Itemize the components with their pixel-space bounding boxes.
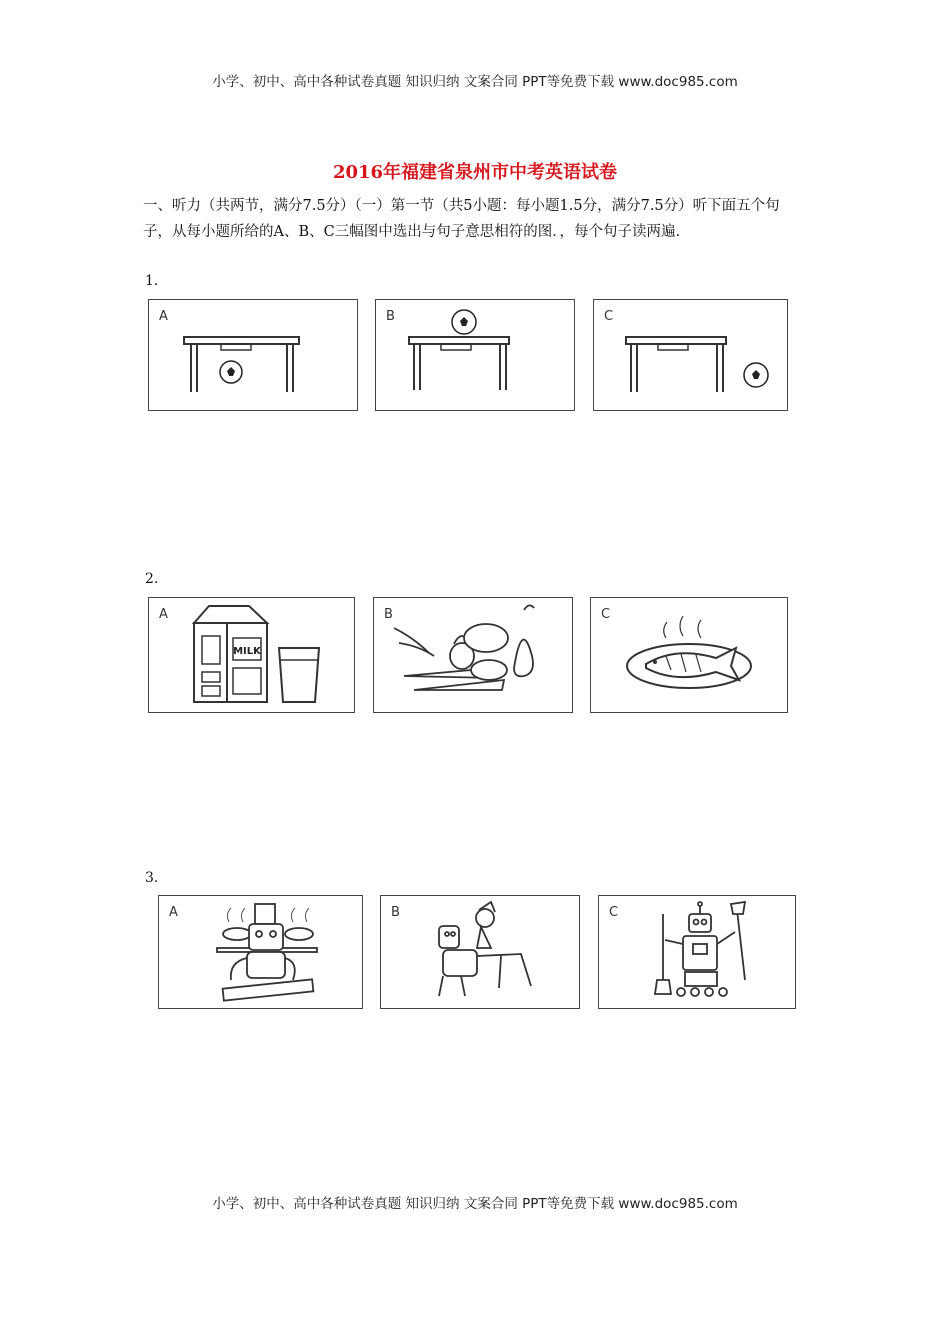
- q3-option-c-picture[interactable]: [598, 895, 796, 1009]
- vegetables-illustration: [374, 598, 572, 712]
- milk-carton-glass-illustration: [149, 598, 354, 712]
- q3-option-c-label: C: [609, 905, 619, 920]
- robot-cooking-illustration: [159, 896, 362, 1008]
- robot-carrying-child-illustration: [381, 896, 579, 1008]
- page-header: 小学、初中、高中各种试卷真题 知识归纳 文案合同 PPT等免费下载 www.doc985.com: [212, 74, 738, 90]
- page-title: 2016年福建省泉州市中考英语试卷: [332, 162, 618, 183]
- table-ball-on-illustration: [376, 300, 574, 410]
- q2-option-b-picture[interactable]: [373, 597, 573, 713]
- robot-cleaning-illustration: [599, 896, 795, 1008]
- q1-option-a-picture[interactable]: [148, 299, 358, 411]
- fish-plate-illustration: [591, 598, 787, 712]
- q3-option-a-label: A: [169, 905, 178, 920]
- section-instructions: 一、听力（共两节，满分7.5分）（一）第一节（共5小题：每小题1.5分，满分7.5分）听下面五个句子，从每小题所给的A、B、C三幅图中选出与句子意思相符的图．，每个句子读两遍.: [143, 198, 780, 240]
- q2-option-c-label: C: [601, 607, 611, 622]
- q2-option-b-label: B: [384, 607, 393, 622]
- milk-carton-label: MILK: [233, 646, 261, 657]
- q3-option-a-picture[interactable]: [158, 895, 363, 1009]
- question-3-number: 3.: [145, 870, 159, 886]
- question-1-number: 1.: [145, 273, 159, 289]
- q1-option-b-picture[interactable]: [375, 299, 575, 411]
- table-ball-under-illustration: [149, 300, 357, 410]
- page-footer: 小学、初中、高中各种试卷真题 知识归纳 文案合同 PPT等免费下载 www.doc985.com: [212, 1196, 738, 1212]
- q1-option-b-label: B: [386, 309, 395, 324]
- question-2-number: 2.: [145, 571, 159, 587]
- q1-option-c-picture[interactable]: [593, 299, 788, 411]
- q2-option-c-picture[interactable]: [590, 597, 788, 713]
- q2-option-a-label: A: [159, 607, 168, 622]
- q2-option-a-picture[interactable]: [148, 597, 355, 713]
- q3-option-b-picture[interactable]: [380, 895, 580, 1009]
- q1-option-c-label: C: [604, 309, 614, 324]
- q1-option-a-label: A: [159, 309, 168, 324]
- q3-option-b-label: B: [391, 905, 400, 920]
- table-ball-beside-illustration: [594, 300, 787, 410]
